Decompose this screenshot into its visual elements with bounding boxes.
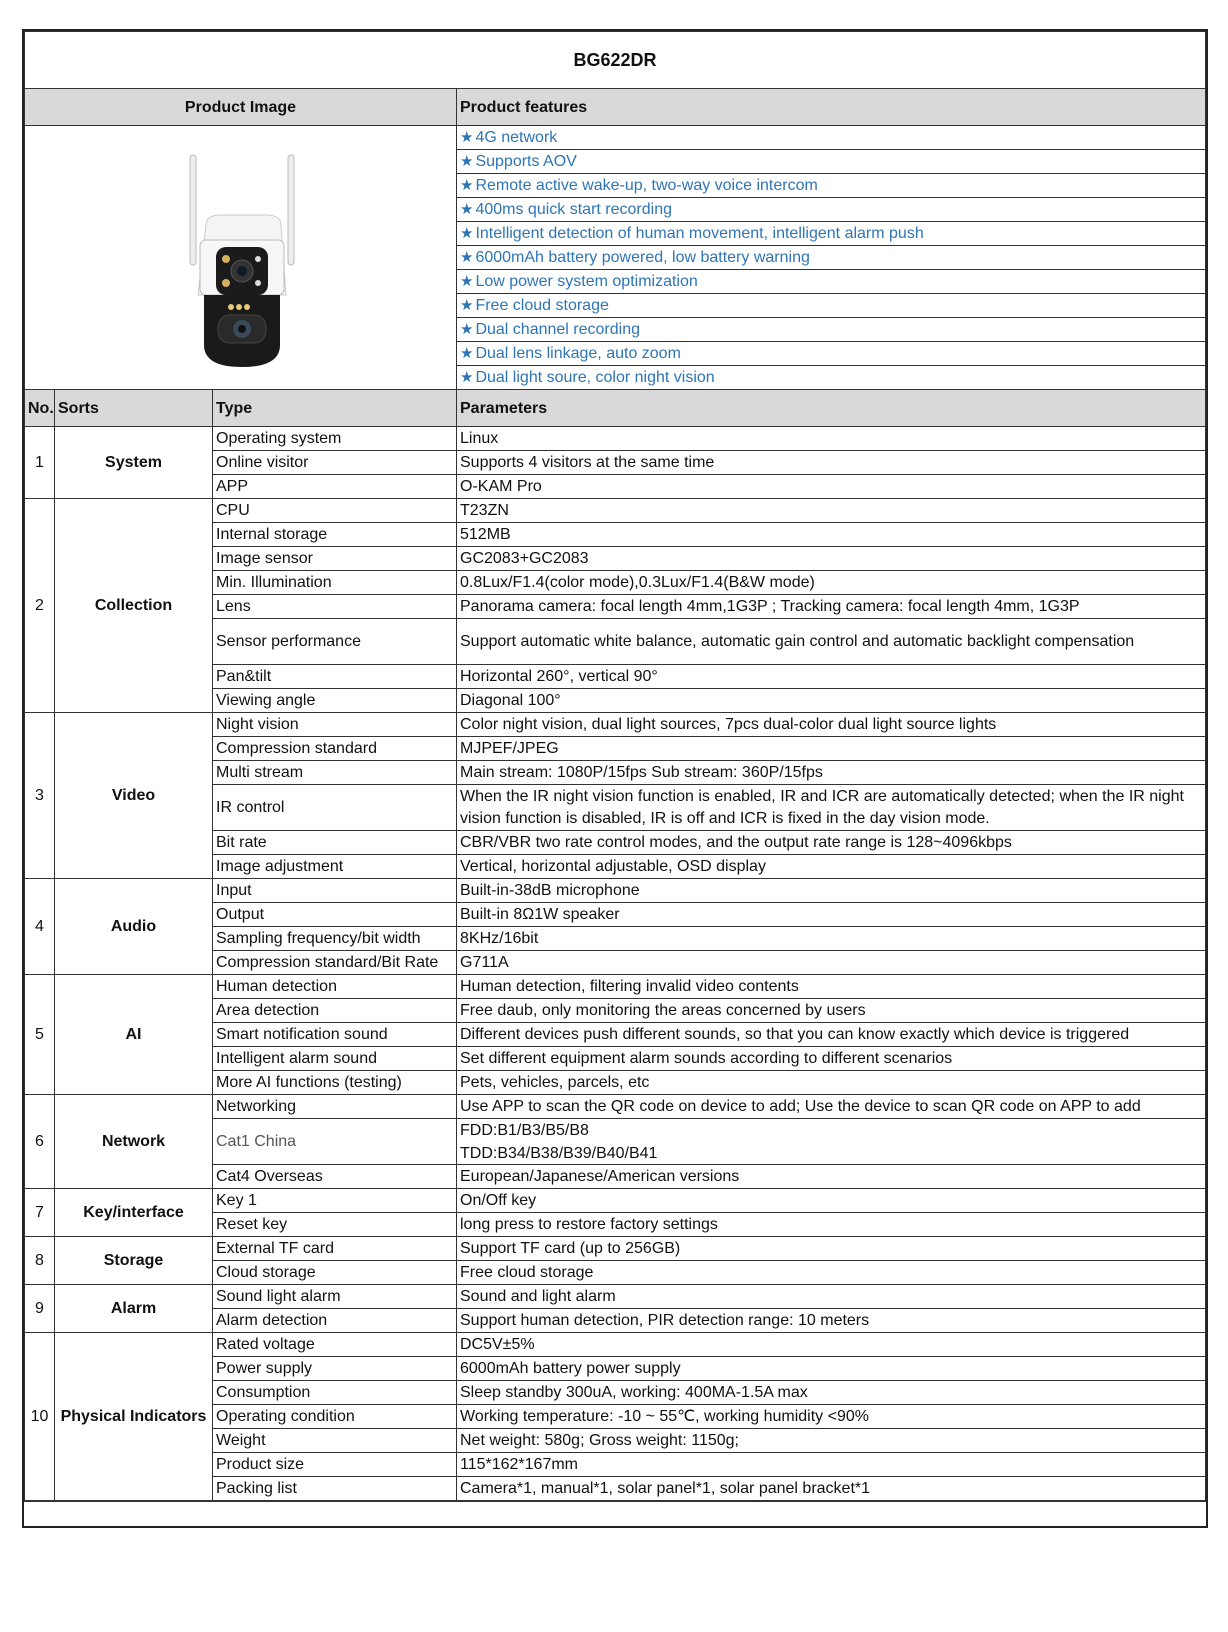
product-features-header: Product features bbox=[457, 89, 1206, 126]
row-number: 6 bbox=[25, 1095, 55, 1189]
param-type: Product size bbox=[213, 1453, 457, 1477]
param-value: GC2083+GC2083 bbox=[457, 547, 1206, 571]
param-value: Vertical, horizontal adjustable, OSD display bbox=[457, 855, 1206, 879]
star-icon: ★ bbox=[460, 153, 474, 170]
param-value: Built-in-38dB microphone bbox=[457, 879, 1206, 903]
sorts-header: Sorts bbox=[55, 390, 213, 427]
param-type: Power supply bbox=[213, 1357, 457, 1381]
param-type: Operating condition bbox=[213, 1405, 457, 1429]
feature-item: ★ 6000mAh battery powered, low battery warning bbox=[457, 246, 1206, 270]
param-value: Camera*1, manual*1, solar panel*1, solar panel bracket*1 bbox=[457, 1477, 1206, 1501]
param-type: Image sensor bbox=[213, 547, 457, 571]
param-value: Supports 4 visitors at the same time bbox=[457, 451, 1206, 475]
param-type: Human detection bbox=[213, 975, 457, 999]
param-value: Support TF card (up to 256GB) bbox=[457, 1237, 1206, 1261]
param-type: Output bbox=[213, 903, 457, 927]
param-value: Support automatic white balance, automatic gain control and automatic backlight compensation bbox=[457, 619, 1206, 665]
param-value: Panorama camera: focal length 4mm,1G3P ; Tracking camera: focal length 4mm, 1G3P bbox=[457, 595, 1206, 619]
param-type: Key 1 bbox=[213, 1189, 457, 1213]
row-number: 8 bbox=[25, 1237, 55, 1285]
product-image-cell bbox=[25, 126, 457, 390]
param-type: Alarm detection bbox=[213, 1309, 457, 1333]
sort-category: Physical Indicators bbox=[55, 1333, 213, 1501]
sort-category: System bbox=[55, 427, 213, 499]
star-icon: ★ bbox=[460, 345, 474, 362]
row-number: 2 bbox=[25, 499, 55, 713]
param-type: Cat1 China bbox=[213, 1119, 457, 1165]
param-type: IR control bbox=[213, 785, 457, 831]
row-number: 3 bbox=[25, 713, 55, 879]
param-value: Different devices push different sounds, so that you can know exactly which device is triggered bbox=[457, 1023, 1206, 1047]
parameters-header: Parameters bbox=[457, 390, 1206, 427]
product-image-header: Product Image bbox=[25, 89, 457, 126]
type-header: Type bbox=[213, 390, 457, 427]
row-number: 1 bbox=[25, 427, 55, 499]
param-value: Support human detection, PIR detection range: 10 meters bbox=[457, 1309, 1206, 1333]
param-type: Cloud storage bbox=[213, 1261, 457, 1285]
param-type: Multi stream bbox=[213, 761, 457, 785]
param-type: Networking bbox=[213, 1095, 457, 1119]
param-type: Intelligent alarm sound bbox=[213, 1047, 457, 1071]
feature-item: ★ Intelligent detection of human movement, intelligent alarm push bbox=[457, 222, 1206, 246]
param-row bbox=[25, 1189, 1206, 1213]
param-type: Compression standard/Bit Rate bbox=[213, 951, 457, 975]
param-value: T23ZN bbox=[457, 499, 1206, 523]
param-value-line: FDD:B1/B3/B5/B8 bbox=[460, 1121, 589, 1139]
star-icon: ★ bbox=[460, 369, 474, 386]
feature-item: ★ Dual light soure, color night vision bbox=[457, 366, 1206, 390]
param-type: Image adjustment bbox=[213, 855, 457, 879]
star-icon: ★ bbox=[460, 297, 474, 314]
spec-table bbox=[24, 31, 1206, 1501]
param-type: APP bbox=[213, 475, 457, 499]
star-icon: ★ bbox=[460, 225, 474, 242]
param-value: 6000mAh battery power supply bbox=[457, 1357, 1206, 1381]
param-type: Online visitor bbox=[213, 451, 457, 475]
sort-category: Collection bbox=[55, 499, 213, 713]
feature-item: ★ Supports AOV bbox=[457, 150, 1206, 174]
param-value: Diagonal 100° bbox=[457, 689, 1206, 713]
param-value: DC5V±5% bbox=[457, 1333, 1206, 1357]
param-value: Sleep standby 300uA, working: 400MA-1.5A max bbox=[457, 1381, 1206, 1405]
param-value: European/Japanese/American versions bbox=[457, 1165, 1206, 1189]
feature-item: ★ Dual channel recording bbox=[457, 318, 1206, 342]
param-value: Main stream: 1080P/15fps Sub stream: 360P/15fps bbox=[457, 761, 1206, 785]
param-header-row bbox=[25, 390, 1206, 427]
star-icon: ★ bbox=[460, 249, 474, 266]
param-value: Color night vision, dual light sources, 7pcs dual-color dual light source lights bbox=[457, 713, 1206, 737]
param-type: Sound light alarm bbox=[213, 1285, 457, 1309]
feature-item: ★ Free cloud storage bbox=[457, 294, 1206, 318]
param-value: Linux bbox=[457, 427, 1206, 451]
param-value: Working temperature: -10 ~ 55℃, working humidity <90% bbox=[457, 1405, 1206, 1429]
param-type: External TF card bbox=[213, 1237, 457, 1261]
param-type: Operating system bbox=[213, 427, 457, 451]
param-value: 8KHz/16bit bbox=[457, 927, 1206, 951]
param-value: 0.8Lux/F1.4(color mode),0.3Lux/F1.4(B&W mode) bbox=[457, 571, 1206, 595]
param-row bbox=[25, 879, 1206, 903]
param-row bbox=[25, 713, 1206, 737]
param-type: Rated voltage bbox=[213, 1333, 457, 1357]
sort-category: Key/interface bbox=[55, 1189, 213, 1237]
param-type: Pan&tilt bbox=[213, 665, 457, 689]
param-type: Smart notification sound bbox=[213, 1023, 457, 1047]
param-type: Consumption bbox=[213, 1381, 457, 1405]
sort-category: AI bbox=[55, 975, 213, 1095]
row-number: 7 bbox=[25, 1189, 55, 1237]
row-number: 4 bbox=[25, 879, 55, 975]
param-value: MJPEF/JPEG bbox=[457, 737, 1206, 761]
feature-row bbox=[25, 126, 1206, 150]
param-type: Area detection bbox=[213, 999, 457, 1023]
footer-blank-row bbox=[24, 1501, 1206, 1526]
param-value: When the IR night vision function is enabled, IR and ICR are automatically detected; when the IR night vision function is disabled, IR is off and ICR is fixed in the day vision mode. bbox=[457, 785, 1206, 831]
feature-item: ★ Dual lens linkage, auto zoom bbox=[457, 342, 1206, 366]
row-number: 5 bbox=[25, 975, 55, 1095]
param-type: Reset key bbox=[213, 1213, 457, 1237]
sort-category: Video bbox=[55, 713, 213, 879]
param-value: Free daub, only monitoring the areas concerned by users bbox=[457, 999, 1206, 1023]
param-type: Sensor performance bbox=[213, 619, 457, 665]
row-number: 10 bbox=[25, 1333, 55, 1501]
star-icon: ★ bbox=[460, 129, 474, 146]
param-row bbox=[25, 1095, 1206, 1119]
title-row bbox=[25, 32, 1206, 89]
param-type: Cat4 Overseas bbox=[213, 1165, 457, 1189]
param-type: Min. Illumination bbox=[213, 571, 457, 595]
param-type: Sampling frequency/bit width bbox=[213, 927, 457, 951]
feature-item: ★ 400ms quick start recording bbox=[457, 198, 1206, 222]
param-value: 512MB bbox=[457, 523, 1206, 547]
row-number: 9 bbox=[25, 1285, 55, 1333]
param-value: Net weight: 580g; Gross weight: 1150g; bbox=[457, 1429, 1206, 1453]
param-value: O-KAM Pro bbox=[457, 475, 1206, 499]
param-type: Night vision bbox=[213, 713, 457, 737]
sort-category: Alarm bbox=[55, 1285, 213, 1333]
param-value: Sound and light alarm bbox=[457, 1285, 1206, 1309]
param-value: On/Off key bbox=[457, 1189, 1206, 1213]
param-row bbox=[25, 499, 1206, 523]
image-feature-header-row bbox=[25, 89, 1206, 126]
star-icon: ★ bbox=[460, 201, 474, 218]
param-value: Pets, vehicles, parcels, etc bbox=[457, 1071, 1206, 1095]
param-type: CPU bbox=[213, 499, 457, 523]
product-title: BG622DR bbox=[25, 32, 1206, 89]
param-type: More AI functions (testing) bbox=[213, 1071, 457, 1095]
param-type: Lens bbox=[213, 595, 457, 619]
param-type: Weight bbox=[213, 1429, 457, 1453]
param-value-line: TDD:B34/B38/B39/B40/B41 bbox=[460, 1144, 658, 1162]
sort-category: Audio bbox=[55, 879, 213, 975]
param-value: Human detection, filtering invalid video contents bbox=[457, 975, 1206, 999]
param-value bbox=[457, 1119, 1206, 1165]
star-icon: ★ bbox=[460, 321, 474, 338]
sort-category: Storage bbox=[55, 1237, 213, 1285]
param-value: 115*162*167mm bbox=[457, 1453, 1206, 1477]
feature-item: ★ Remote active wake-up, two-way voice intercom bbox=[457, 174, 1206, 198]
param-value: Horizontal 260°, vertical 90° bbox=[457, 665, 1206, 689]
param-value: CBR/VBR two rate control modes, and the output rate range is 128~4096kbps bbox=[457, 831, 1206, 855]
param-value: long press to restore factory settings bbox=[457, 1213, 1206, 1237]
param-row bbox=[25, 1237, 1206, 1261]
param-row bbox=[25, 427, 1206, 451]
sort-category: Network bbox=[55, 1095, 213, 1189]
star-icon: ★ bbox=[460, 177, 474, 194]
param-row bbox=[25, 1285, 1206, 1309]
param-value: Built-in 8Ω1W speaker bbox=[457, 903, 1206, 927]
param-value: G711A bbox=[457, 951, 1206, 975]
no-header: No. bbox=[25, 390, 55, 427]
spec-sheet bbox=[22, 29, 1208, 1528]
param-row bbox=[25, 975, 1206, 999]
feature-item: ★ Low power system optimization bbox=[457, 270, 1206, 294]
param-type: Packing list bbox=[213, 1477, 457, 1501]
param-type: Bit rate bbox=[213, 831, 457, 855]
param-type: Compression standard bbox=[213, 737, 457, 761]
param-type: Viewing angle bbox=[213, 689, 457, 713]
param-value: Use APP to scan the QR code on device to add; Use the device to scan QR code on APP to add bbox=[457, 1095, 1206, 1119]
star-icon: ★ bbox=[460, 273, 474, 290]
param-value: Set different equipment alarm sounds according to different scenarios bbox=[457, 1047, 1206, 1071]
param-value: Free cloud storage bbox=[457, 1261, 1206, 1285]
camera-product-image bbox=[176, 135, 306, 375]
param-type: Input bbox=[213, 879, 457, 903]
param-row bbox=[25, 1333, 1206, 1357]
feature-item: ★ 4G network bbox=[457, 126, 1206, 150]
param-type: Internal storage bbox=[213, 523, 457, 547]
